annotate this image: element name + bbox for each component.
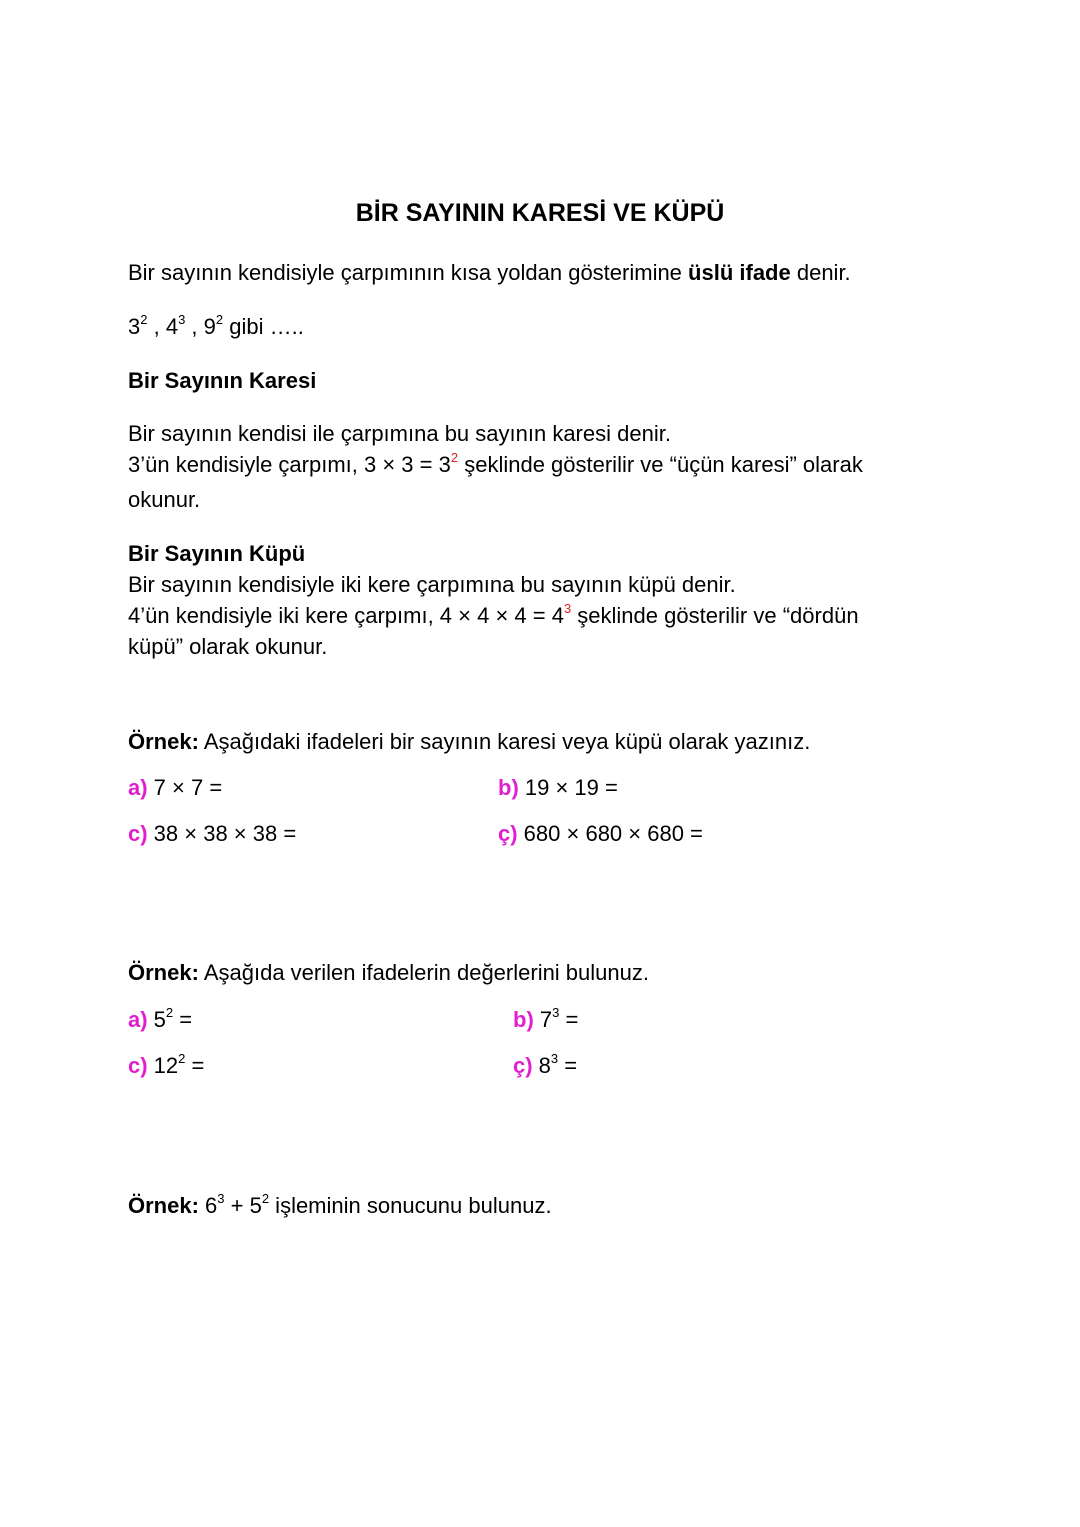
expr-base: 6 [198, 1193, 218, 1218]
intro-bold-term: üslü ifade [688, 260, 791, 285]
square-line: okunur. [128, 487, 201, 512]
square-heading: Bir Sayının Karesi [128, 368, 317, 393]
item-base: 12 [147, 1053, 179, 1078]
item-base: 8 [532, 1053, 551, 1078]
item-equals: = [173, 1007, 193, 1032]
item-letter: c) [128, 821, 148, 846]
example-exponent: 3 [178, 311, 186, 327]
square-line: Bir sayının kendisi ile çarpımına bu sayının karesi denir. [128, 421, 671, 446]
example-prompt-text: Aşağıda verilen ifadelerin değerlerini bulunuz. [198, 960, 649, 985]
page-title: BİR SAYININ KARESİ VE KÜPÜ [355, 199, 725, 227]
example-separator: , [185, 314, 204, 339]
example2-item-cc [513, 1050, 577, 1081]
cube-text: 4’ün kendisiyle iki kere çarpımı, 4 × 4 × 4 = 4 [128, 603, 564, 628]
item-letter: ç) [498, 821, 518, 846]
item-letter: a) [128, 775, 148, 800]
item-letter: ç) [513, 1053, 533, 1078]
item-equals: = [559, 1007, 579, 1032]
expr-exponent: 2 [261, 1190, 270, 1206]
item-letter: c) [128, 1053, 148, 1078]
intro-paragraph [128, 257, 851, 288]
cube-exponent: 3 [563, 600, 572, 616]
example-base: 4 [165, 314, 179, 339]
example-exponent: 2 [215, 311, 224, 327]
example1-item-cc [498, 818, 703, 849]
square-text: 3’ün kendisiyle çarpımı, 3 × 3 = 3 [128, 452, 451, 477]
intro-text: Bir sayının kendisiyle çarpımının kısa yoldan gösterimine [128, 260, 689, 285]
example-label: Örnek: [128, 960, 199, 985]
item-expression: 7 × 7 = [147, 775, 223, 800]
cube-text: şeklinde gösterilir ve “dördün [571, 603, 859, 628]
intro-text-end: denir. [790, 260, 851, 285]
square-paragraph [128, 418, 863, 515]
example-label: Örnek: [128, 1193, 199, 1218]
expr-exponent: 3 [217, 1190, 225, 1206]
item-exponent: 3 [550, 1050, 559, 1066]
example-tail: gibi ….. [223, 314, 304, 339]
item-letter: b) [498, 775, 519, 800]
item-equals: = [558, 1053, 578, 1078]
item-expression: 19 × 19 = [518, 775, 618, 800]
item-letter: a) [128, 1007, 148, 1032]
example2-prompt [128, 957, 649, 988]
example-prompt-text: Aşağıdaki ifadeleri bir sayının karesi veya küpü olarak yazınız. [198, 729, 811, 754]
example-label: Örnek: [128, 729, 199, 754]
expr-plus: + 5 [224, 1193, 262, 1218]
example-exponent: 2 [140, 311, 148, 327]
item-equals: = [185, 1053, 205, 1078]
cube-line: küpü” olarak okunur. [128, 634, 328, 659]
item-expression: 38 × 38 × 38 = [147, 821, 297, 846]
item-exponent: 2 [178, 1050, 186, 1066]
square-exponent: 2 [450, 449, 459, 465]
example2-item-a [128, 1004, 192, 1035]
item-letter: b) [513, 1007, 534, 1032]
example1-item-b [498, 772, 618, 803]
example2-item-c [128, 1050, 204, 1081]
item-exponent: 2 [165, 1004, 174, 1020]
item-base: 5 [147, 1007, 166, 1032]
example-base: 3 [128, 314, 141, 339]
example-base: 9 [203, 314, 216, 339]
cube-heading: Bir Sayının Küpü [128, 541, 306, 566]
example3-prompt [128, 1190, 552, 1221]
example2-item-b [513, 1004, 578, 1035]
item-base: 7 [533, 1007, 553, 1032]
expr-tail: işleminin sonucunu bulunuz. [269, 1193, 552, 1218]
cube-line [128, 600, 859, 631]
exponent-examples [128, 311, 304, 342]
example1-item-c [128, 818, 296, 849]
cube-paragraph [128, 538, 859, 662]
item-exponent: 3 [552, 1004, 560, 1020]
example1-prompt [128, 726, 810, 757]
square-text: şeklinde gösterilir ve “üçün karesi” olarak [458, 452, 863, 477]
example1-item-a [128, 772, 222, 803]
example-separator: , [147, 314, 166, 339]
item-expression: 680 × 680 × 680 = [517, 821, 703, 846]
cube-line: Bir sayının kendisiyle iki kere çarpımına bu sayının küpü denir. [128, 572, 736, 597]
square-line [128, 449, 863, 480]
